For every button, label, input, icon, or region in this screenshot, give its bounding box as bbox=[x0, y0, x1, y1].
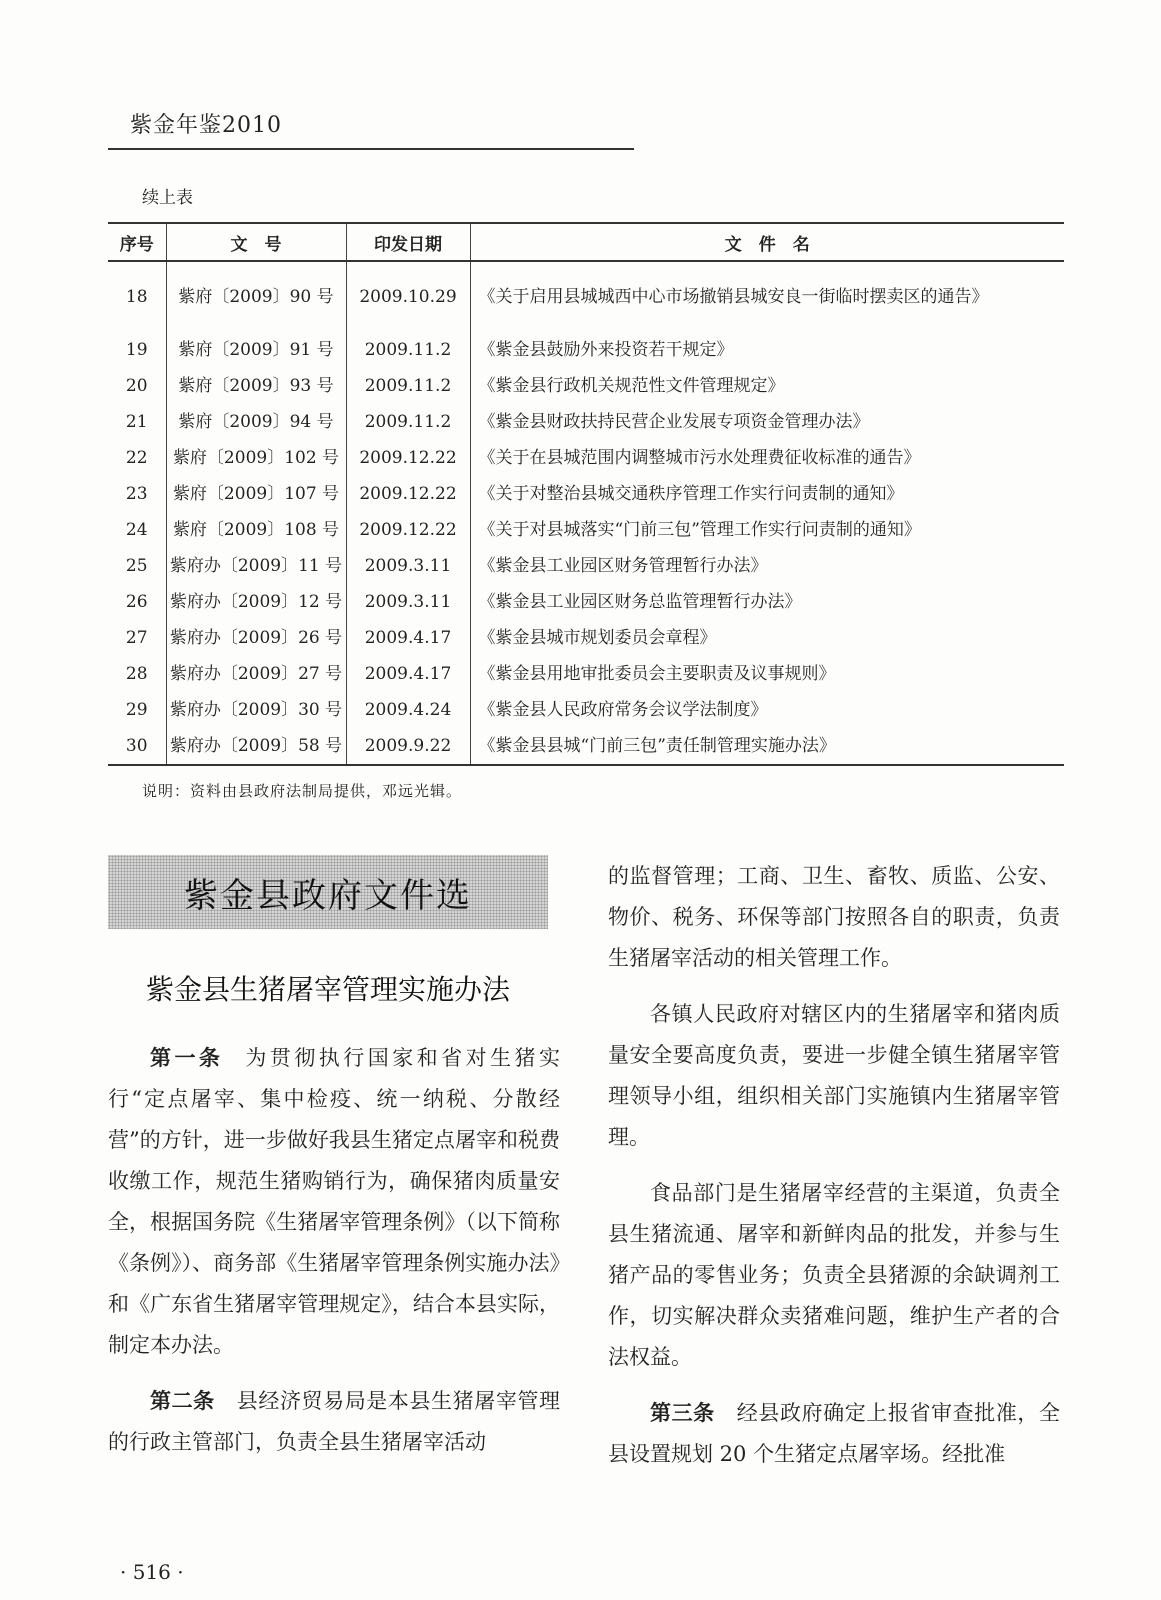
row-date-cell: 2009.4.17 bbox=[346, 620, 470, 656]
row-doc-no-cell: 紫府〔2009〕94 号 bbox=[166, 404, 346, 440]
row-no-cell: 19 bbox=[125, 339, 148, 360]
row-title-cell: 《紫金县城市规划委员会章程》 bbox=[470, 620, 1064, 656]
row-no-cell: 25 bbox=[125, 555, 148, 576]
row-no-cell: 23 bbox=[125, 483, 148, 504]
row-no-cell: 22 bbox=[125, 447, 148, 468]
row-date-cell: 2009.3.11 bbox=[346, 548, 470, 584]
row-date-cell: 2009.11.2 bbox=[346, 404, 470, 440]
article-3 bbox=[608, 1393, 1060, 1475]
row-title-cell: 《紫金县县城“门前三包”责任制管理实施办法》 bbox=[470, 728, 1064, 765]
row-doc-no-cell: 紫府〔2009〕108 号 bbox=[166, 512, 346, 548]
article-2-label: 第二条 bbox=[150, 1389, 215, 1413]
right-paragraph-2: 各镇人民政府对辖区内的生猪屠宰和猪肉质量安全要高度负责，要进一步健全镇生猪屠宰管理领导小组，组织相关部门实施镇内生猪屠宰管理。 bbox=[608, 1002, 1060, 1149]
table-header-row bbox=[108, 223, 1064, 261]
row-doc-no-cell: 紫府〔2009〕90 号 bbox=[166, 261, 346, 332]
running-head-title: 紫金年鉴2010 bbox=[130, 113, 282, 138]
row-doc-no-cell: 紫府〔2009〕102 号 bbox=[166, 440, 346, 476]
right-paragraph-1: 的监督管理；工商、卫生、畜牧、质监、公安、物价、税务、环保等部门按照各自的职责，负责生猪屠宰活动的相关管理工作。 bbox=[608, 864, 1060, 970]
row-title-cell: 《紫金县工业园区财务总监管理暂行办法》 bbox=[470, 584, 1064, 620]
row-date-cell: 2009.9.22 bbox=[346, 728, 470, 765]
table-row bbox=[108, 404, 1064, 440]
row-title-cell: 《紫金县人民政府常务会议学法制度》 bbox=[470, 692, 1064, 728]
table-row bbox=[108, 728, 1064, 765]
row-doc-no-cell: 紫府〔2009〕93 号 bbox=[166, 368, 346, 404]
row-date-cell: 2009.4.17 bbox=[346, 656, 470, 692]
row-title-cell: 《紫金县财政扶持民营企业发展专项资金管理办法》 bbox=[470, 404, 1064, 440]
row-date-cell: 2009.12.22 bbox=[346, 440, 470, 476]
table-row bbox=[108, 692, 1064, 728]
article-2-text: 县经济贸易局是本县生猪屠宰管理的行政主管部门，负责全县生猪屠宰活动 bbox=[108, 1389, 560, 1454]
row-no-cell: 24 bbox=[125, 519, 148, 540]
row-title-cell: 《紫金县鼓励外来投资若干规定》 bbox=[470, 332, 1064, 368]
table-row bbox=[108, 261, 1064, 332]
row-date-cell: 2009.10.29 bbox=[346, 261, 470, 332]
row-doc-no-cell: 紫府〔2009〕91 号 bbox=[166, 332, 346, 368]
table-row bbox=[108, 620, 1064, 656]
article-1 bbox=[108, 1038, 560, 1366]
row-date-cell: 2009.3.11 bbox=[346, 584, 470, 620]
row-title-cell: 《关于对县城落实“门前三包”管理工作实行问责制的通知》 bbox=[470, 512, 1064, 548]
table-row bbox=[108, 512, 1064, 548]
row-no-cell: 21 bbox=[125, 411, 148, 432]
row-doc-no-cell: 紫府〔2009〕107 号 bbox=[166, 476, 346, 512]
article-1-text: 为贯彻执行国家和省对生猪实行“定点屠宰、集中检疫、统一纳税、分散经营”的方针，进一步做好我县生猪定点屠宰和税费收缴工作，规范生猪购销行为，确保猪肉质量安全，根据国务院《生猪屠宰管理条例》（以下简称《条例》）、商务部《生猪屠宰管理条例实施办法》和《广东省生猪屠宰管理规定》，结合本县实际，制定本办法。 bbox=[108, 1046, 561, 1357]
section-banner-text: 紫金县政府文件选 bbox=[184, 875, 472, 916]
row-no-cell: 18 bbox=[125, 286, 148, 307]
row-no-cell: 27 bbox=[125, 627, 148, 648]
row-doc-no-cell: 紫府办〔2009〕11 号 bbox=[166, 548, 346, 584]
table-row bbox=[108, 656, 1064, 692]
section-banner bbox=[108, 855, 548, 929]
right-column bbox=[608, 856, 1060, 1475]
row-title-cell: 《紫金县行政机关规范性文件管理规定》 bbox=[470, 368, 1064, 404]
row-date-cell: 2009.4.24 bbox=[346, 692, 470, 728]
table-row bbox=[108, 368, 1064, 404]
header-rule bbox=[108, 148, 634, 150]
article-3-text: 经县政府确定上报省审查批准，全县设置规划 20 个生猪定点屠宰场。经批准 bbox=[608, 1401, 1060, 1466]
table-row bbox=[108, 476, 1064, 512]
col-header-date: 印发日期 bbox=[346, 223, 470, 261]
page-number: · 516 · bbox=[120, 1560, 184, 1584]
row-date-cell: 2009.12.22 bbox=[346, 512, 470, 548]
row-title-cell: 《关于对整治县城交通秩序管理工作实行问责制的通知》 bbox=[470, 476, 1064, 512]
table-continued-label: 续上表 bbox=[142, 188, 193, 208]
article-1-label: 第一条 bbox=[150, 1046, 224, 1070]
row-doc-no-cell: 紫府办〔2009〕30 号 bbox=[166, 692, 346, 728]
article-2 bbox=[108, 1381, 560, 1463]
row-date-cell: 2009.11.2 bbox=[346, 368, 470, 404]
row-no-cell: 30 bbox=[108, 728, 166, 765]
row-doc-no-cell: 紫府办〔2009〕26 号 bbox=[166, 620, 346, 656]
article-title: 紫金县生猪屠宰管理实施办法 bbox=[145, 973, 510, 1006]
row-title-cell: 《紫金县用地审批委员会主要职责及议事规则》 bbox=[470, 656, 1064, 692]
row-title-cell: 《关于启用县城城西中心市场撤销县城安良一街临时摆卖区的通告》 bbox=[470, 261, 1064, 332]
row-doc-no-cell: 紫府办〔2009〕12 号 bbox=[166, 584, 346, 620]
col-header-no: 序号 bbox=[108, 223, 166, 261]
table-row bbox=[108, 548, 1064, 584]
table-note: 说明：资料由县政府法制局提供，邓远光辑。 bbox=[142, 782, 463, 800]
table-row bbox=[108, 584, 1064, 620]
row-date-cell: 2009.12.22 bbox=[346, 476, 470, 512]
row-doc-no-cell: 紫府办〔2009〕27 号 bbox=[166, 656, 346, 692]
table-row bbox=[108, 440, 1064, 476]
col-header-doc-no: 文 号 bbox=[166, 223, 346, 261]
row-no-cell: 28 bbox=[125, 663, 148, 684]
right-paragraph-3: 食品部门是生猪屠宰经营的主渠道，负责全县生猪流通、屠宰和新鲜肉品的批发，并参与生猪产品的零售业务；负责全县猪源的余缺调剂工作，切实解决群众卖猪难问题，维护生产者的合法权益。 bbox=[608, 1181, 1060, 1369]
article-3-label: 第三条 bbox=[650, 1401, 715, 1425]
row-title-cell: 《关于在县城范围内调整城市污水处理费征收标准的通告》 bbox=[470, 440, 1064, 476]
row-no-cell: 20 bbox=[125, 375, 148, 396]
row-no-cell: 29 bbox=[125, 699, 148, 720]
table-row bbox=[108, 332, 1064, 368]
row-date-cell: 2009.11.2 bbox=[346, 332, 470, 368]
row-doc-no-cell: 紫府办〔2009〕58 号 bbox=[166, 728, 346, 765]
document-list-table bbox=[108, 222, 1064, 766]
row-title-cell: 《紫金县工业园区财务管理暂行办法》 bbox=[470, 548, 1064, 584]
left-column bbox=[108, 1038, 560, 1463]
row-no-cell: 26 bbox=[125, 591, 148, 612]
col-header-title: 文 件 名 bbox=[470, 223, 1064, 261]
